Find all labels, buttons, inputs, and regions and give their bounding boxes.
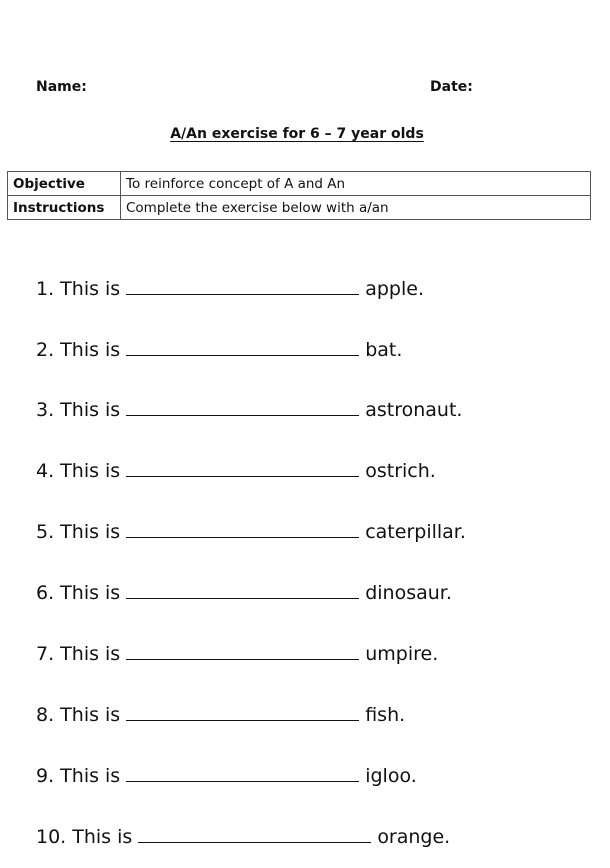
exercise-item-9 [36,763,556,788]
exercise-item-10 [36,824,556,849]
date-label: Date: [430,79,473,95]
name-label: Name: [36,79,87,95]
exercise-prefix: 9. This is [36,765,121,787]
exercise-prefix: 8. This is [36,704,121,726]
exercise-prefix: 7. This is [36,643,121,665]
objective-row [8,172,591,196]
exercise-item-7 [36,641,556,666]
instructions-text: Complete the exercise below with a/an [121,196,591,220]
exercise-word: caterpillar. [365,521,466,543]
exercise-prefix: 10. This is [36,826,133,848]
exercise-prefix: 5. This is [36,521,121,543]
objective-heading: Objective [8,172,121,196]
answer-blank[interactable] [126,763,359,782]
exercise-item-1 [36,276,556,301]
exercise-word: apple. [365,278,424,300]
answer-blank[interactable] [126,276,359,295]
exercise-item-2 [36,337,556,362]
exercise-item-3 [36,397,556,422]
answer-blank[interactable] [126,397,359,416]
answer-blank[interactable] [126,702,359,721]
exercise-prefix: 2. This is [36,339,121,361]
exercise-word: igloo. [365,765,417,787]
exercise-item-4 [36,458,556,483]
exercise-prefix: 1. This is [36,278,121,300]
exercise-item-5 [36,519,556,544]
worksheet-title: A/An exercise for 6 – 7 year olds [170,126,424,142]
answer-blank[interactable] [126,458,359,477]
exercise-word: fish. [365,704,406,726]
answer-blank[interactable] [126,641,359,660]
objective-text: To reinforce concept of A and An [121,172,591,196]
exercise-prefix: 6. This is [36,582,121,604]
exercise-item-6 [36,580,556,605]
info-table [7,171,591,220]
exercise-word: bat. [365,339,403,361]
exercise-word: dinosaur. [365,582,452,604]
instructions-heading: Instructions [8,196,121,220]
exercise-word: ostrich. [365,460,436,482]
answer-blank[interactable] [126,337,359,356]
exercise-prefix: 3. This is [36,399,121,421]
exercise-word: orange. [377,826,451,848]
answer-blank[interactable] [138,824,371,843]
instructions-row [8,196,591,220]
answer-blank[interactable] [126,580,359,599]
exercise-item-8 [36,702,556,727]
answer-blank[interactable] [126,519,359,538]
exercise-prefix: 4. This is [36,460,121,482]
exercise-word: astronaut. [365,399,463,421]
exercise-word: umpire. [365,643,439,665]
